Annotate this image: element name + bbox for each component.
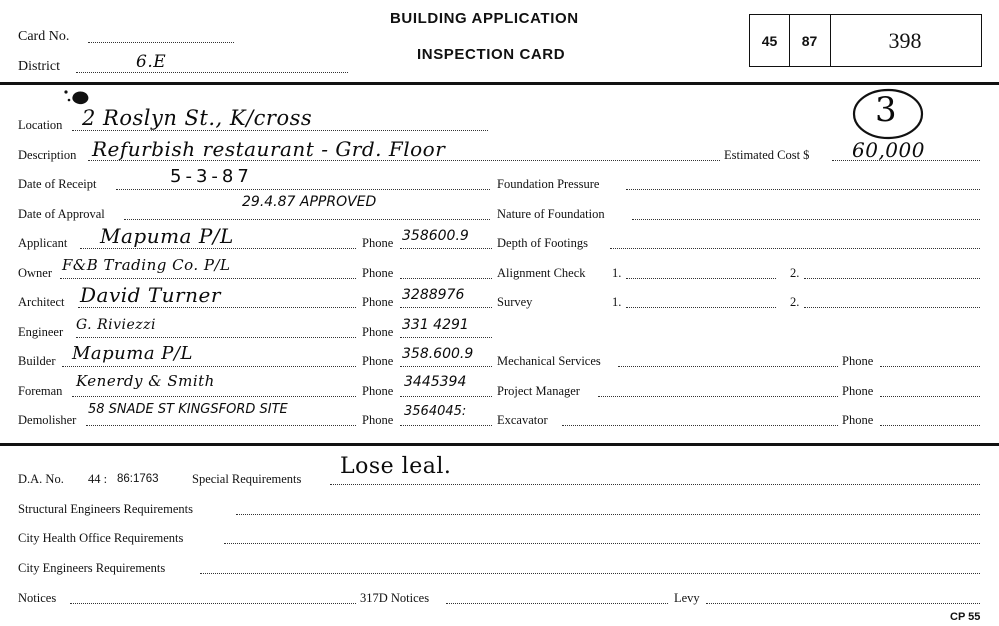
alignment-check-label: Alignment Check xyxy=(497,266,586,280)
card-no-label: Card No. xyxy=(18,29,70,44)
owner-phone-label: Phone xyxy=(362,266,394,280)
structural-requirements-line xyxy=(236,514,980,515)
applicant-value[interactable]: Mapuma P/L xyxy=(100,224,234,248)
excavator-label: Excavator xyxy=(497,413,548,427)
district-line xyxy=(76,72,348,73)
alignment-check-num1: 1. xyxy=(612,266,622,280)
excavator-phone-label: Phone xyxy=(842,413,874,427)
foreman-label: Foreman xyxy=(18,384,63,398)
survey-num2: 2. xyxy=(790,295,800,309)
demolisher-phone-value[interactable]: 3564045: xyxy=(404,404,467,419)
excavator-phone-line xyxy=(880,425,980,426)
structural-requirements-label: Structural Engineers Requirements xyxy=(18,502,193,516)
box-number: 398 xyxy=(888,27,922,53)
applicant-phone-value[interactable]: 358600.9 xyxy=(402,228,469,244)
nature-foundation-line xyxy=(632,219,980,220)
alignment-check-line1 xyxy=(626,278,776,279)
architect-value[interactable]: David Turner xyxy=(80,283,221,307)
card-number-box xyxy=(749,14,982,67)
foreman-phone-value[interactable]: 3445394 xyxy=(404,374,467,390)
location-value[interactable]: 2 Roslyn St., K/cross xyxy=(82,106,313,130)
city-engineers-line xyxy=(200,573,980,574)
builder-phone-label: Phone xyxy=(362,354,394,368)
health-requirements-line xyxy=(224,543,980,544)
owner-line xyxy=(60,278,356,279)
builder-value[interactable]: Mapuma P/L xyxy=(72,343,193,364)
survey-num1: 1. xyxy=(612,295,622,309)
notices-line xyxy=(70,603,356,604)
project-manager-line xyxy=(598,396,838,397)
demolisher-value[interactable]: 58 SNADE ST KINGSFORD SITE xyxy=(88,402,288,417)
project-manager-label: Project Manager xyxy=(497,384,580,398)
engineer-phone-line xyxy=(400,337,492,338)
date-receipt-value[interactable]: 5-3-87 xyxy=(170,166,253,187)
description-value[interactable]: Refurbish restaurant - Grd. Floor xyxy=(92,137,446,161)
form-code: CP 55 xyxy=(950,611,981,623)
architect-label: Architect xyxy=(18,295,65,309)
date-receipt-line xyxy=(116,189,490,190)
engineer-value[interactable]: G. Riviezzi xyxy=(76,317,157,333)
excavator-line xyxy=(562,425,838,426)
alignment-check-num2: 2. xyxy=(790,266,800,280)
demolisher-phone-label: Phone xyxy=(362,413,394,427)
foreman-value[interactable]: Kenerdy & Smith xyxy=(76,372,215,390)
mechanical-phone-label: Phone xyxy=(842,354,874,368)
city-engineers-label: City Engineers Requirements xyxy=(18,561,166,575)
demolisher-line xyxy=(86,425,356,426)
date-approval-label: Date of Approval xyxy=(18,207,105,221)
alignment-check-line2 xyxy=(804,278,980,279)
notices-317d-line xyxy=(446,603,668,604)
title-line1: BUILDING APPLICATION xyxy=(390,10,579,27)
circled-mark: 3 xyxy=(875,90,898,130)
foundation-pressure-line xyxy=(626,189,980,190)
special-requirements-label: Special Requirements xyxy=(192,472,302,486)
location-line xyxy=(72,130,488,131)
architect-phone-value[interactable]: 3288976 xyxy=(402,287,465,303)
health-requirements-label: City Health Office Requirements xyxy=(18,531,184,545)
survey-line1 xyxy=(626,307,776,308)
title-line2: INSPECTION CARD xyxy=(417,46,566,63)
box-cell-2: 87 xyxy=(789,15,831,66)
mechanical-phone-line xyxy=(880,366,980,367)
builder-line xyxy=(62,366,356,367)
depth-footings-line xyxy=(610,248,980,249)
engineer-phone-value[interactable]: 331 4291 xyxy=(402,317,469,333)
owner-value[interactable]: F&B Trading Co. P/L xyxy=(62,256,231,274)
da-no-label: D.A. No. xyxy=(18,472,64,486)
mechanical-services-line xyxy=(618,366,838,367)
project-manager-phone-line xyxy=(880,396,980,397)
da-no-prefix: 44 : xyxy=(88,472,108,486)
location-label: Location xyxy=(18,118,63,132)
card-no-line xyxy=(88,42,234,43)
demolisher-phone-line xyxy=(400,425,492,426)
project-manager-phone-label: Phone xyxy=(842,384,874,398)
survey-line2 xyxy=(804,307,980,308)
builder-label: Builder xyxy=(18,354,56,368)
date-approval-value[interactable]: 29.4.87 APPROVED xyxy=(242,194,377,210)
architect-phone-line xyxy=(400,307,492,308)
estimated-cost-value[interactable]: 60,000 xyxy=(852,138,925,162)
architect-line xyxy=(78,307,356,308)
applicant-phone-line xyxy=(400,248,492,249)
notices-label: Notices xyxy=(18,591,57,605)
foreman-phone-line xyxy=(400,396,492,397)
engineer-line xyxy=(76,337,356,338)
survey-label: Survey xyxy=(497,295,533,309)
applicant-line xyxy=(80,248,356,249)
nature-foundation-label: Nature of Foundation xyxy=(497,207,605,221)
applicant-phone-label: Phone xyxy=(362,236,394,250)
da-no-value: 86:1763 xyxy=(117,473,159,485)
box-cell-1: 45 xyxy=(750,15,790,66)
levy-label: Levy xyxy=(674,591,700,605)
description-label: Description xyxy=(18,148,77,162)
engineer-label: Engineer xyxy=(18,325,64,339)
depth-footings-label: Depth of Footings xyxy=(497,236,588,250)
estimated-cost-label: Estimated Cost $ xyxy=(724,148,810,162)
foreman-phone-label: Phone xyxy=(362,384,394,398)
date-receipt-label: Date of Receipt xyxy=(18,177,97,191)
date-approval-line xyxy=(124,219,490,220)
foundation-pressure-label: Foundation Pressure xyxy=(497,177,600,191)
district-label: District xyxy=(18,59,60,74)
architect-phone-label: Phone xyxy=(362,295,394,309)
builder-phone-value[interactable]: 358.600.9 xyxy=(402,346,474,362)
engineer-phone-label: Phone xyxy=(362,325,394,339)
foreman-line xyxy=(72,396,356,397)
notices-317d-label: 317D Notices xyxy=(360,591,430,605)
demolisher-label: Demolisher xyxy=(18,413,77,427)
district-value[interactable]: 6.E xyxy=(136,52,167,72)
owner-phone-line xyxy=(400,278,492,279)
levy-line xyxy=(706,603,980,604)
special-requirements-value[interactable]: Lose leal. xyxy=(340,454,452,479)
owner-label: Owner xyxy=(18,266,53,280)
applicant-label: Applicant xyxy=(18,236,68,250)
middle-divider xyxy=(0,443,999,446)
mechanical-services-label: Mechanical Services xyxy=(497,354,601,368)
special-requirements-line xyxy=(330,484,980,485)
builder-phone-line xyxy=(400,366,492,367)
